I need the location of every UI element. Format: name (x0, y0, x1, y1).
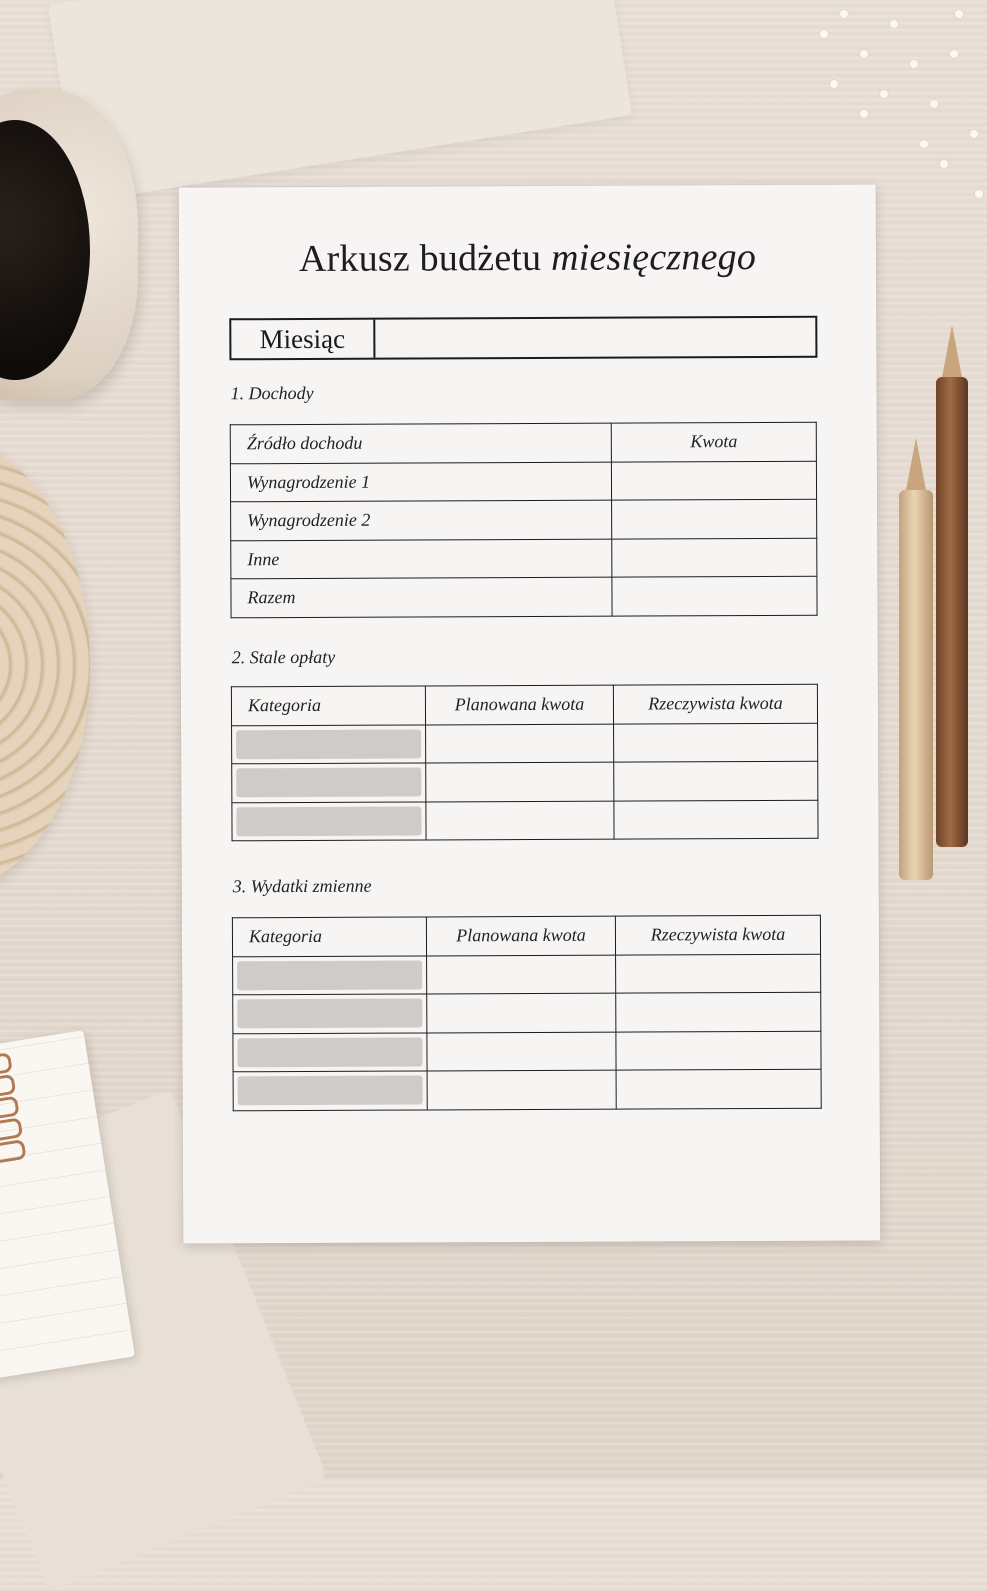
actual-amount-cell[interactable] (616, 1031, 821, 1070)
month-input[interactable] (375, 318, 815, 358)
fixed-header-row (231, 684, 817, 725)
actual-amount-cell[interactable] (614, 761, 818, 800)
planned-amount-cell[interactable] (426, 801, 614, 840)
income-amount-cell[interactable] (612, 538, 817, 577)
category-placeholder (238, 1076, 423, 1106)
income-col-amount: Kwota (611, 422, 816, 461)
income-total-cell[interactable] (612, 576, 817, 615)
month-label: Miesiąc (231, 320, 375, 359)
income-source-label: Wynagrodzenie 2 (231, 500, 612, 540)
table-row (232, 800, 818, 841)
income-table (230, 422, 818, 618)
category-cell[interactable] (232, 801, 426, 840)
sheet-title (179, 234, 876, 281)
income-col-source: Źródło dochodu (230, 423, 611, 463)
actual-amount-cell[interactable] (614, 723, 818, 762)
month-field (229, 316, 817, 361)
actual-amount-cell[interactable] (616, 954, 821, 993)
variable-table (232, 915, 822, 1111)
actual-amount-cell[interactable] (616, 1069, 821, 1108)
table-row (230, 461, 816, 502)
fixed-col-planned: Planowana kwota (425, 685, 613, 724)
variable-col-category: Kategoria (232, 917, 426, 956)
variable-header-row (232, 915, 820, 956)
coffee-mug (0, 80, 140, 400)
fixed-heading: 2. Stale opłaty (231, 646, 336, 668)
wooden-pen-dark (935, 325, 969, 850)
planned-amount-cell[interactable] (426, 762, 614, 801)
category-cell[interactable] (233, 1032, 427, 1071)
table-row (231, 538, 817, 579)
table-row (231, 576, 817, 617)
category-placeholder (237, 999, 422, 1029)
actual-amount-cell[interactable] (614, 800, 818, 839)
table-row (232, 723, 818, 764)
table-row (231, 499, 817, 540)
category-placeholder (237, 1037, 422, 1067)
wooden-pen-light (898, 438, 934, 883)
category-cell[interactable] (233, 1071, 427, 1110)
category-cell[interactable] (232, 724, 426, 763)
variable-col-actual: Rzeczywista kwota (615, 915, 820, 954)
income-heading: 1. Dochody (230, 382, 314, 404)
budget-sheet (179, 184, 881, 1243)
table-row (233, 992, 821, 1033)
table-row (232, 761, 818, 802)
woven-coaster (0, 440, 90, 890)
title-italic: miesięcznego (550, 236, 757, 279)
planned-amount-cell[interactable] (427, 1070, 616, 1109)
category-cell[interactable] (232, 763, 426, 802)
income-total-label: Razem (231, 577, 612, 617)
planned-amount-cell[interactable] (427, 993, 616, 1032)
planned-amount-cell[interactable] (427, 955, 616, 994)
actual-amount-cell[interactable] (616, 992, 821, 1031)
category-placeholder (237, 960, 422, 990)
category-cell[interactable] (233, 955, 427, 994)
table-row (233, 954, 821, 995)
planned-amount-cell[interactable] (426, 724, 614, 763)
category-placeholder (236, 729, 421, 759)
fixed-table (231, 684, 819, 842)
variable-col-planned: Planowana kwota (426, 916, 615, 955)
fixed-col-actual: Rzeczywista kwota (613, 684, 817, 723)
category-placeholder (236, 806, 421, 836)
planned-amount-cell[interactable] (427, 1032, 616, 1071)
table-row (233, 1069, 821, 1110)
income-header-row (230, 422, 816, 463)
variable-heading: 3. Wydatki zmienne (232, 875, 372, 897)
category-placeholder (236, 768, 421, 798)
income-source-label: Wynagrodzenie 1 (230, 462, 611, 502)
income-source-label: Inne (231, 539, 612, 579)
income-amount-cell[interactable] (611, 461, 816, 500)
income-amount-cell[interactable] (612, 499, 817, 538)
title-regular: Arkusz budżetu (298, 236, 542, 281)
category-cell[interactable] (233, 994, 427, 1033)
table-row (233, 1031, 821, 1072)
fixed-col-category: Kategoria (231, 686, 425, 725)
